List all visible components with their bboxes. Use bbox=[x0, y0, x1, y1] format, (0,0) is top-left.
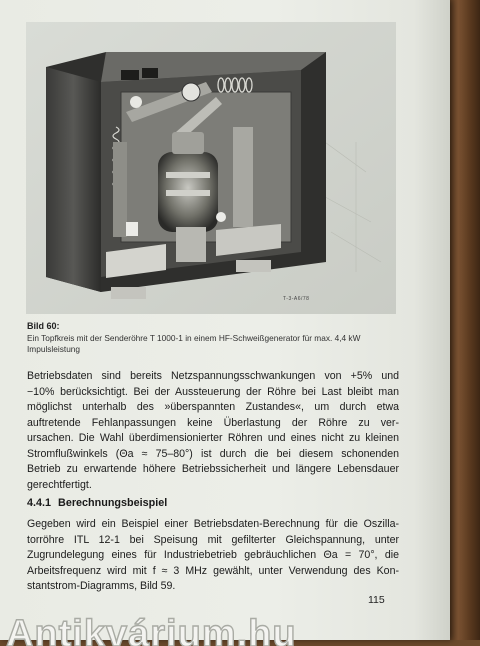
text-line: Zugrundelegung eines für Industriebetrieb gebräuchlichen Θa = 70°, die bbox=[27, 549, 399, 561]
text-line: Stromflußwinkels (Θa ≈ 75–80°) ist durch die bei diesem schonenden bbox=[27, 447, 399, 460]
section-heading bbox=[27, 497, 167, 509]
section-number: 4.4.1 bbox=[27, 497, 52, 509]
photo-code: T-3-A6/78 bbox=[283, 296, 310, 302]
figure-photo bbox=[26, 22, 396, 314]
text-line: −10% berücksichtigt. Bei der Aussteuerung der Röhre bei Last bleibt man bbox=[27, 385, 399, 398]
paragraph-1 bbox=[27, 369, 399, 493]
text-line: Betriebsdaten sind bereits Netzspannungsschwankungen von +5% und bbox=[27, 370, 399, 382]
page-number: 115 bbox=[368, 594, 385, 606]
text-line: Betrieb zu erwartende höhere Betriebssicherheit und längere Lebensdauer bbox=[27, 463, 399, 475]
text-line: Arbeitsfrequenz wird mit f ≈ 3 MHz gewählt, unter Verwendung des Kon- bbox=[27, 564, 399, 577]
watermark-text: Antikvárium.hu bbox=[6, 613, 297, 646]
text-line: Gegeben wird ein Beispiel einer Betriebsdaten-Berechnung für die Oszilla- bbox=[27, 518, 399, 530]
watermark bbox=[0, 606, 450, 646]
figure-caption: Ein Topfkreis mit der Senderöhre T 1000-1 in einem HF-Schweißgenerator für max. 4,4 kW Impulsleistung bbox=[27, 333, 361, 354]
text-line: möglichst unterhalb des »überspannten Zustandes«, um durch etwa bbox=[27, 401, 399, 413]
section-title: Berechnungsbeispiel bbox=[58, 497, 168, 509]
text-line: ursachen. Die Wahl überdimensionierter Röhren und eines nicht zu kleinen bbox=[27, 432, 399, 444]
paragraph-2 bbox=[27, 517, 399, 595]
text-line: torröhre ITL 12-1 bei Speisung mit gefilterter Gleichspannung, unter bbox=[27, 533, 399, 546]
text-line: auftretende Fehlanpassungen keine Überlastung der Röhre zu ver- bbox=[27, 416, 399, 429]
text-line: gerechtfertigt. bbox=[27, 478, 92, 491]
text-line: stantstrom-Diagramms, Bild 59. bbox=[27, 580, 176, 592]
figure-label: Bild 60: bbox=[27, 321, 60, 331]
